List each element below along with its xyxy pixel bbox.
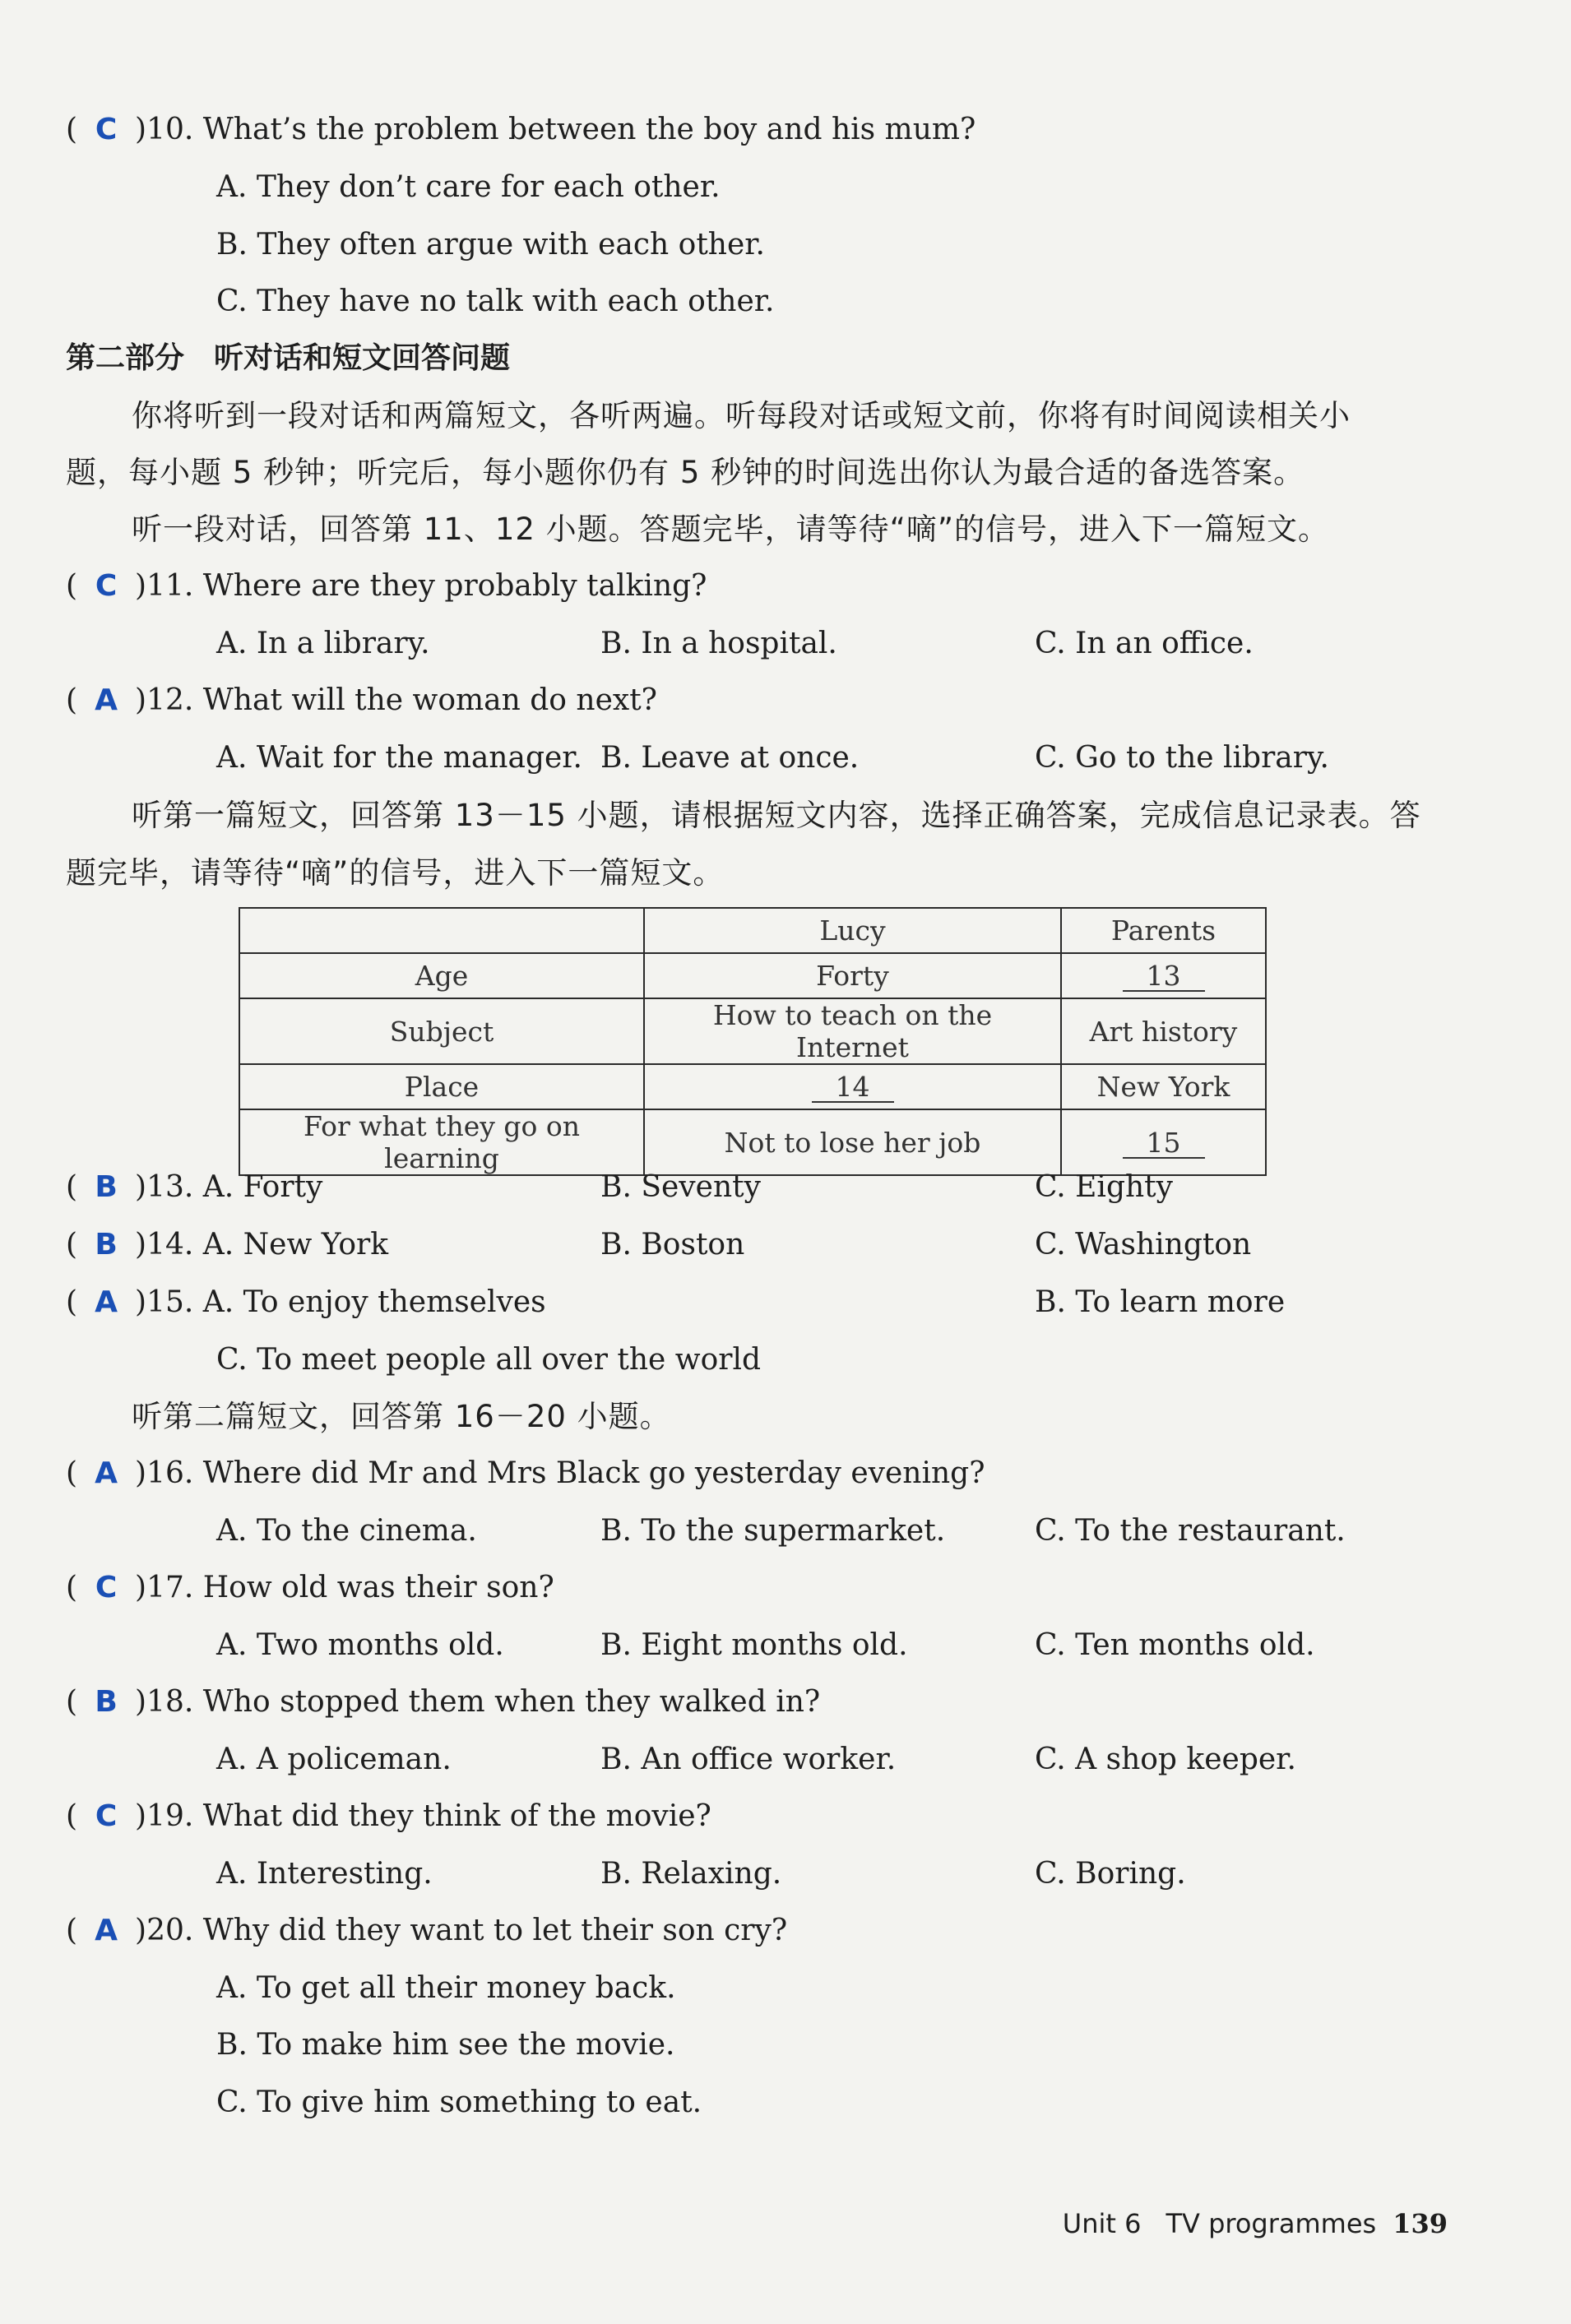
q12-option-b: B. Leave at once. (600, 741, 860, 775)
footer-unit: Unit 6 (1062, 2208, 1142, 2239)
table-cell: Age (239, 953, 644, 998)
table-cell: Art history (1061, 998, 1266, 1064)
table-cell (239, 908, 644, 953)
table-cell: Forty (644, 953, 1061, 998)
question-12: ( A )12. What will the woman do next? (66, 683, 657, 717)
part2-heading: 第二部分 听对话和短文回答问题 (66, 341, 511, 375)
question-11: ( C )11. Where are they probably talking? (66, 569, 707, 603)
part2-intro-line1: 你将听到一段对话和两篇短文，各听两遍。听每段对话或短文前，你将有时间阅读相关小 (132, 398, 1351, 433)
answer-13: B (95, 1170, 118, 1204)
q19-option-a: A. Interesting. (216, 1857, 433, 1891)
q14-option-b: B. Boston (600, 1228, 745, 1262)
blank-14: 14 (812, 1073, 894, 1103)
table-cell: Place (239, 1064, 644, 1109)
q18-option-b: B. An office worker. (600, 1743, 897, 1776)
page-footer (1063, 2208, 1448, 2239)
q15-option-b: B. To learn more (1035, 1285, 1286, 1319)
question-18-text: )18. Who stopped them when they walked in? (135, 1685, 821, 1719)
passage2-intro: 听第二篇短文，回答第 16－20 小题。 (132, 1399, 671, 1434)
page-number: 139 (1393, 2208, 1448, 2239)
answer-18: B (95, 1685, 118, 1719)
q20-option-a: A. To get all their money back. (216, 1971, 676, 2005)
q10-option-c: C. They have no talk with each other. (216, 285, 775, 318)
table-row (239, 953, 1266, 998)
footer-title: TV programmes (1166, 2208, 1377, 2239)
answer-16: A (95, 1456, 118, 1490)
table-cell: New York (1061, 1064, 1266, 1109)
q19-option-c: C. Boring. (1035, 1857, 1186, 1891)
q18-option-c: C. A shop keeper. (1035, 1743, 1296, 1776)
passage1-intro-line2: 题完毕，请等待“嘀”的信号，进入下一篇短文。 (66, 855, 725, 891)
table-cell: Parents (1061, 908, 1266, 953)
answer-15: A (95, 1285, 118, 1319)
q16-option-a: A. To the cinema. (216, 1514, 477, 1548)
q11-option-b: B. In a hospital. (600, 627, 837, 660)
table-cell (1061, 953, 1266, 998)
table-row (239, 998, 1266, 1064)
part2-intro-line2: 题，每小题 5 秒钟；听完后，每小题你仍有 5 秒钟的时间选出你认为最合适的备选答案。 (66, 455, 1305, 490)
q19-option-b: B. Relaxing. (600, 1857, 782, 1891)
blank-15: 15 (1123, 1129, 1205, 1159)
q11-option-a: A. In a library. (216, 627, 430, 660)
table-cell: Not to lose her job (644, 1109, 1061, 1175)
info-record-table (239, 907, 1267, 1176)
q13-option-c: C. Eighty (1035, 1170, 1173, 1204)
q12-option-c: C. Go to the library. (1035, 741, 1329, 775)
dialogue-intro: 听一段对话，回答第 11、12 小题。答题完毕，请等待“嘀”的信号，进入下一篇短文。 (132, 512, 1330, 547)
q13-option-b: B. Seventy (600, 1170, 761, 1204)
q10-option-a: A. They don’t care for each other. (216, 170, 721, 204)
question-15: ( A )15. A. To enjoy themselves (66, 1285, 546, 1319)
q16-option-b: B. To the supermarket. (600, 1514, 946, 1548)
question-11-text: )11. Where are they probably talking? (135, 569, 707, 603)
blank-13: 13 (1123, 962, 1205, 992)
q20-option-b: B. To make him see the movie. (216, 2028, 675, 2062)
table-cell: Subject (239, 998, 644, 1064)
question-14-text: )14. A. New York (135, 1228, 389, 1262)
answer-12: A (95, 683, 118, 717)
question-13: ( B )13. A. Forty (66, 1170, 323, 1204)
table-header-row (239, 908, 1266, 953)
q17-option-a: A. Two months old. (216, 1628, 504, 1662)
q14-option-c: C. Washington (1035, 1228, 1252, 1262)
table-cell: For what they go on learning (239, 1109, 644, 1175)
answer-20: A (95, 1914, 118, 1947)
question-17-text: )17. How old was their son? (135, 1571, 554, 1604)
question-18: ( B )18. Who stopped them when they walked in? (66, 1685, 821, 1719)
answer-17: C (95, 1571, 118, 1604)
question-16: ( A )16. Where did Mr and Mrs Black go yesterday evening? (66, 1456, 985, 1490)
table-row (239, 1064, 1266, 1109)
question-16-text: )16. Where did Mr and Mrs Black go yesterday evening? (135, 1456, 985, 1490)
table-cell (644, 1064, 1061, 1109)
q16-option-c: C. To the restaurant. (1035, 1514, 1346, 1548)
q17-option-b: B. Eight months old. (600, 1628, 908, 1662)
q18-option-a: A. A policeman. (216, 1743, 452, 1776)
answer-19: C (95, 1799, 118, 1833)
answer-14: B (95, 1228, 118, 1262)
question-12-text: )12. What will the woman do next? (135, 683, 657, 717)
q11-option-c: C. In an office. (1035, 627, 1254, 660)
q20-option-c: C. To give him something to eat. (216, 2086, 702, 2119)
table-cell (1061, 1109, 1266, 1175)
q10-option-b: B. They often argue with each other. (216, 228, 765, 262)
q12-option-a: A. Wait for the manager. (216, 741, 582, 775)
table-row (239, 1109, 1266, 1175)
question-19: ( C )19. What did they think of the movie? (66, 1799, 711, 1833)
question-13-text: )13. A. Forty (135, 1170, 323, 1204)
table-cell: How to teach on the Internet (644, 998, 1061, 1064)
question-14: ( B )14. A. New York (66, 1228, 389, 1262)
table-cell: Lucy (644, 908, 1061, 953)
answer-10: C (95, 113, 118, 146)
question-10-text: )10. What’s the problem between the boy and his mum? (135, 113, 976, 146)
question-20: ( A )20. Why did they want to let their son cry? (66, 1914, 788, 1947)
question-19-text: )19. What did they think of the movie? (135, 1799, 711, 1833)
q15-option-c: C. To meet people all over the world (216, 1343, 762, 1377)
answer-11: C (95, 569, 118, 603)
question-20-text: )20. Why did they want to let their son cry? (135, 1914, 788, 1947)
question-15-text: )15. A. To enjoy themselves (135, 1285, 546, 1319)
q17-option-c: C. Ten months old. (1035, 1628, 1315, 1662)
question-17: ( C )17. How old was their son? (66, 1571, 554, 1604)
passage1-intro-line1: 听第一篇短文，回答第 13－15 小题，请根据短文内容，选择正确答案，完成信息记录表。答 (132, 798, 1421, 833)
question-10: ( C )10. What’s the problem between the boy and his mum? (66, 113, 976, 146)
